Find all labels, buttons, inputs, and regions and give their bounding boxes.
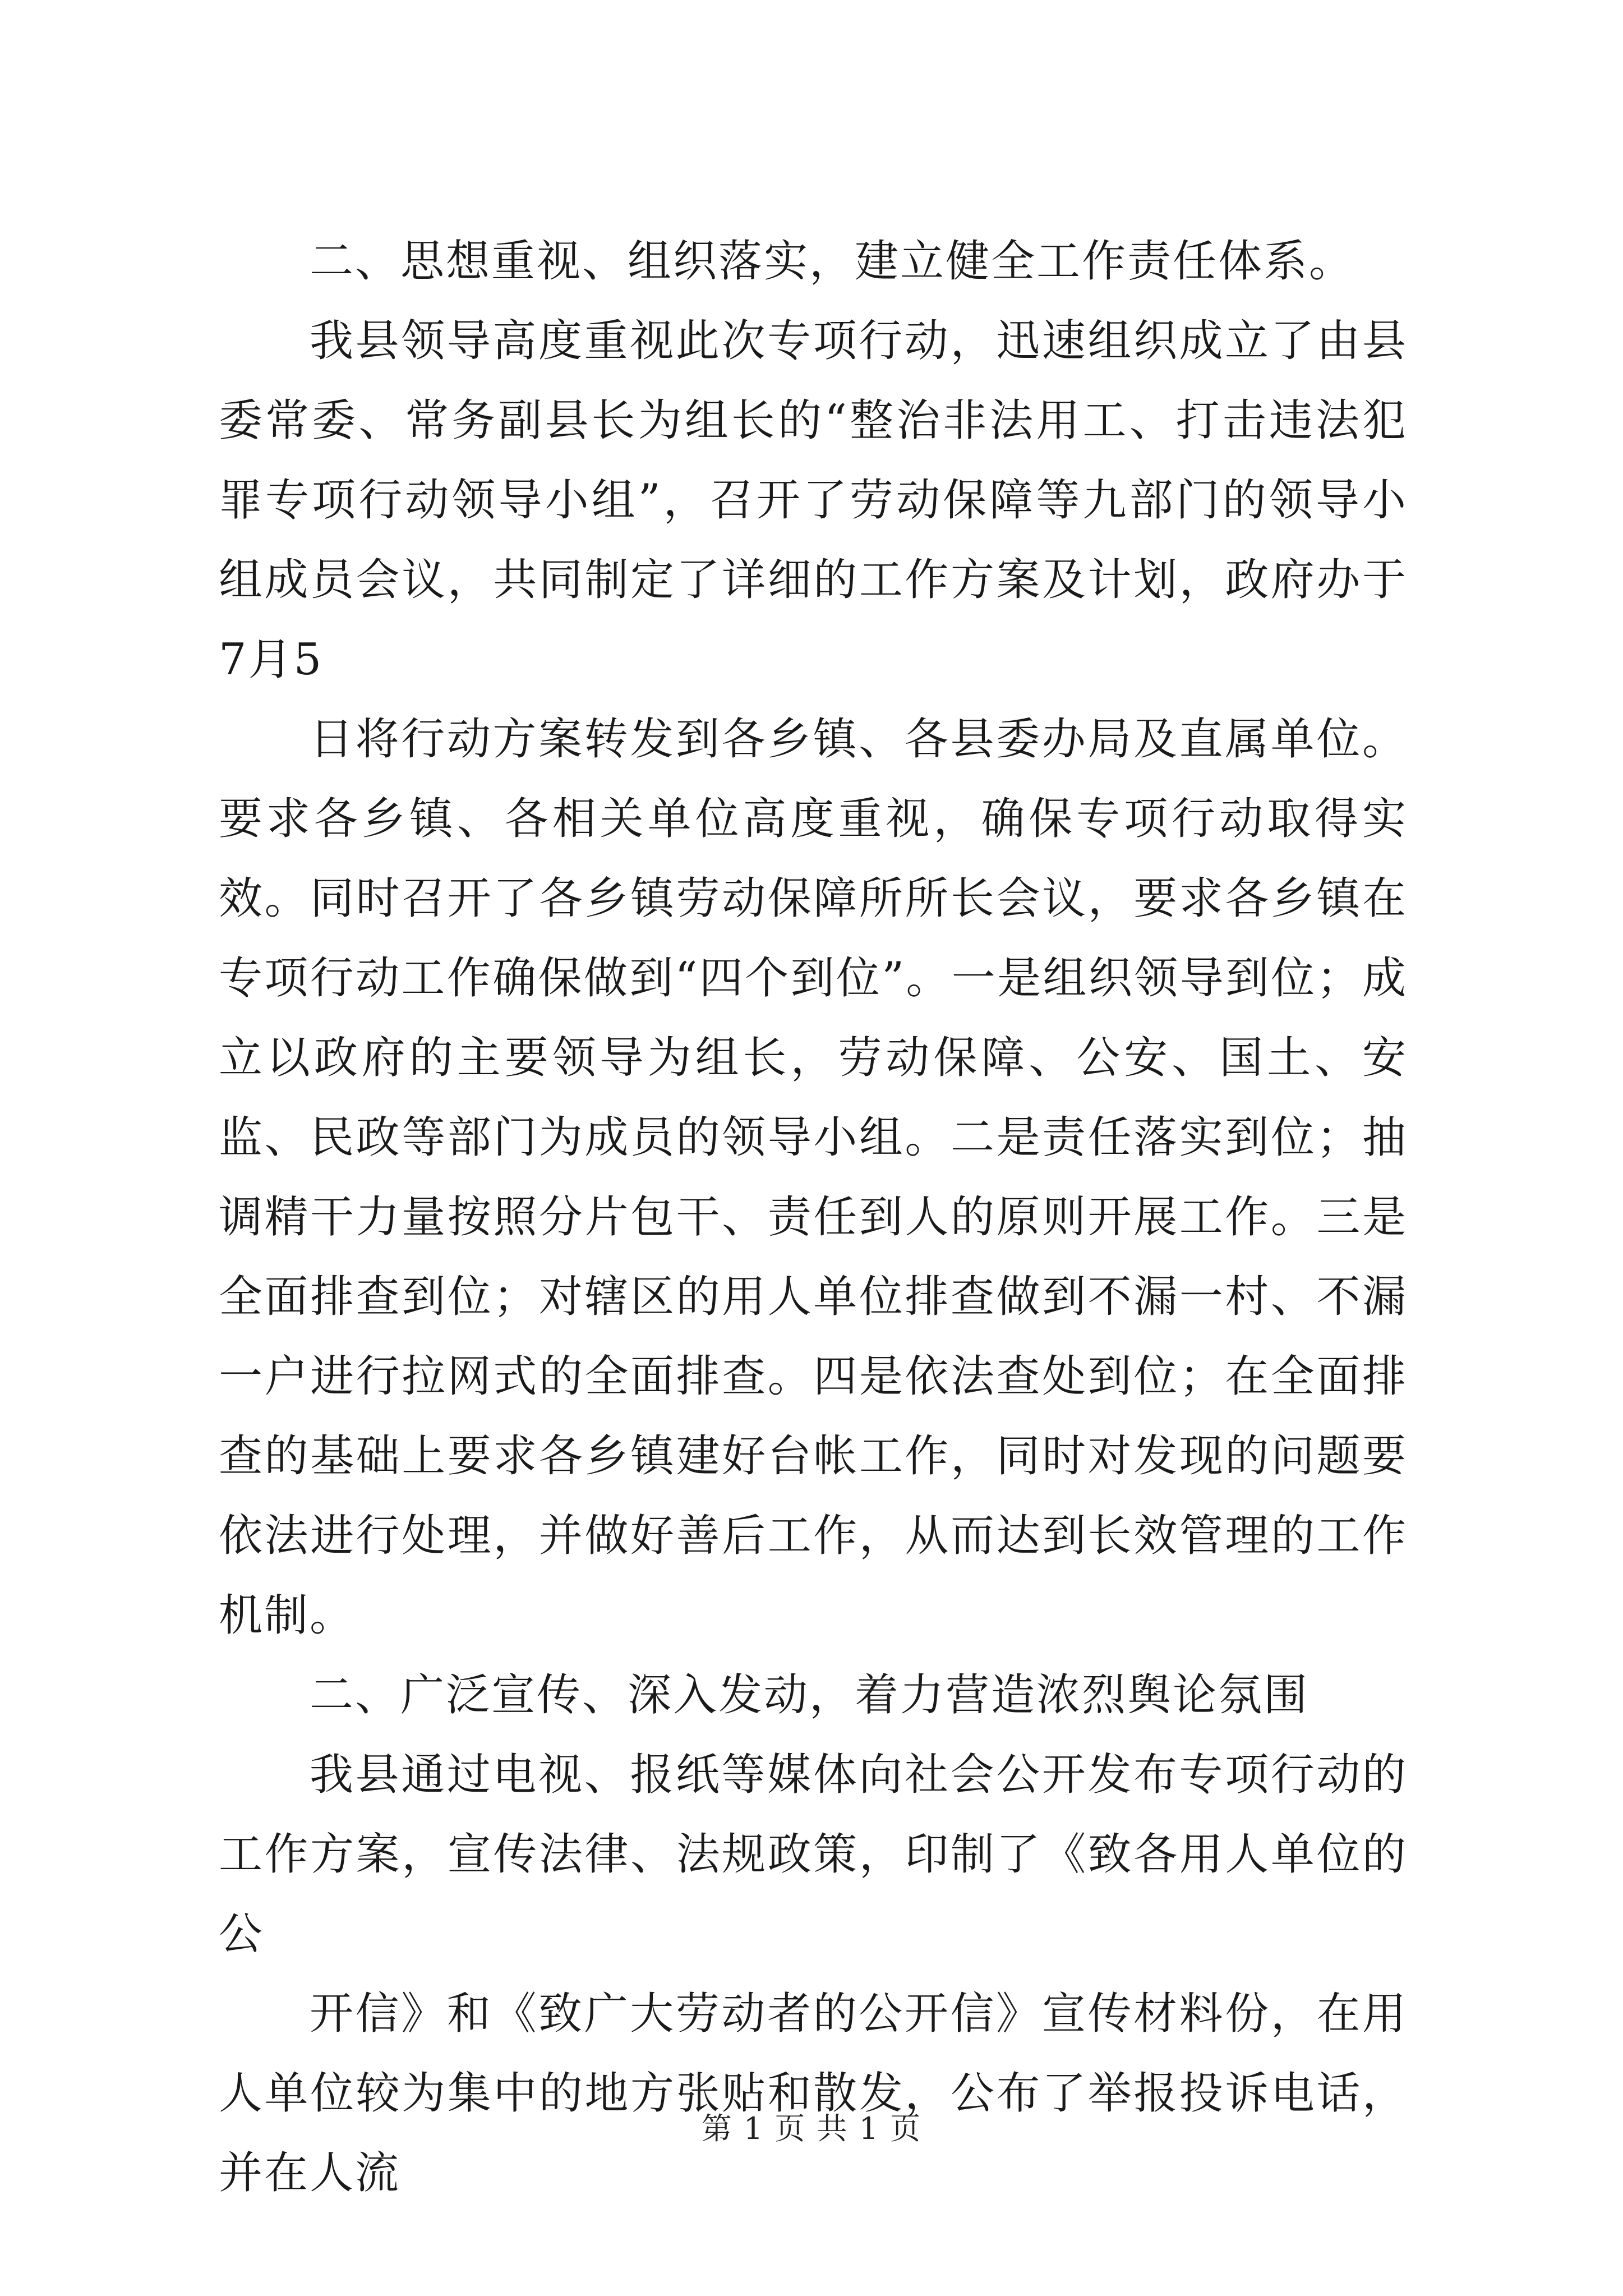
paragraph-leadership: 我县领导高度重视此次专项行动，迅速组织成立了由县委常委、常务副县长为组长的“整治非法用工、打击违法犯罪专项行动领导小组”，召开了劳动保障等九部门的领导小组成员会议，共同制定了详细的工作方案及计划，政府办于7月5 — [219, 316, 1408, 685]
paragraph-open-letter: 开信》和《致广大劳动者的公开信》宣传材料份，在用人单位较为集中的地方张贴和散发，公布了举报投诉电话，并在人流 — [219, 1989, 1408, 2198]
section-heading-1: 二、思想重视、组织落实，建立健全工作责任体系。 — [310, 236, 1355, 287]
section-heading-2: 二、广泛宣传、深入发动，着力营造浓烈舆论氛围 — [310, 1670, 1310, 1720]
document-body — [219, 222, 1408, 2213]
paragraph-four-in-place: 日将行动方案转发到各乡镇、各县委办局及直属单位。要求各乡镇、各相关单位高度重视，确保专项行动取得实效。同时召开了各乡镇劳动保障所所长会议，要求各乡镇在专项行动工作确保做到“四个到位”。一是组织领导到位；成立以政府的主要领导为组长，劳动保障、公安、国土、安监、民政等部门为成员的领导小组。二是责任落实到位；抽调精干力量按照分片包干、责任到人的原则开展工作。三是全面排查到位；对辖区的用人单位排查做到不漏一村、不漏一户进行拉网式的全面排查。四是依法查处到位；在全面排查的基础上要求各乡镇建好台帐工作，同时对发现的问题要依法进行处理，并做好善后工作，从而达到长效管理的工作机制。 — [219, 714, 1408, 1641]
paragraph-publicity: 我县通过电视、报纸等媒体向社会公开发布专项行动的工作方案，宣传法律、法规政策，印制了《致各用人单位的公 — [219, 1750, 1408, 1959]
page-footer: 第 1 页 共 1 页 — [701, 2111, 922, 2146]
